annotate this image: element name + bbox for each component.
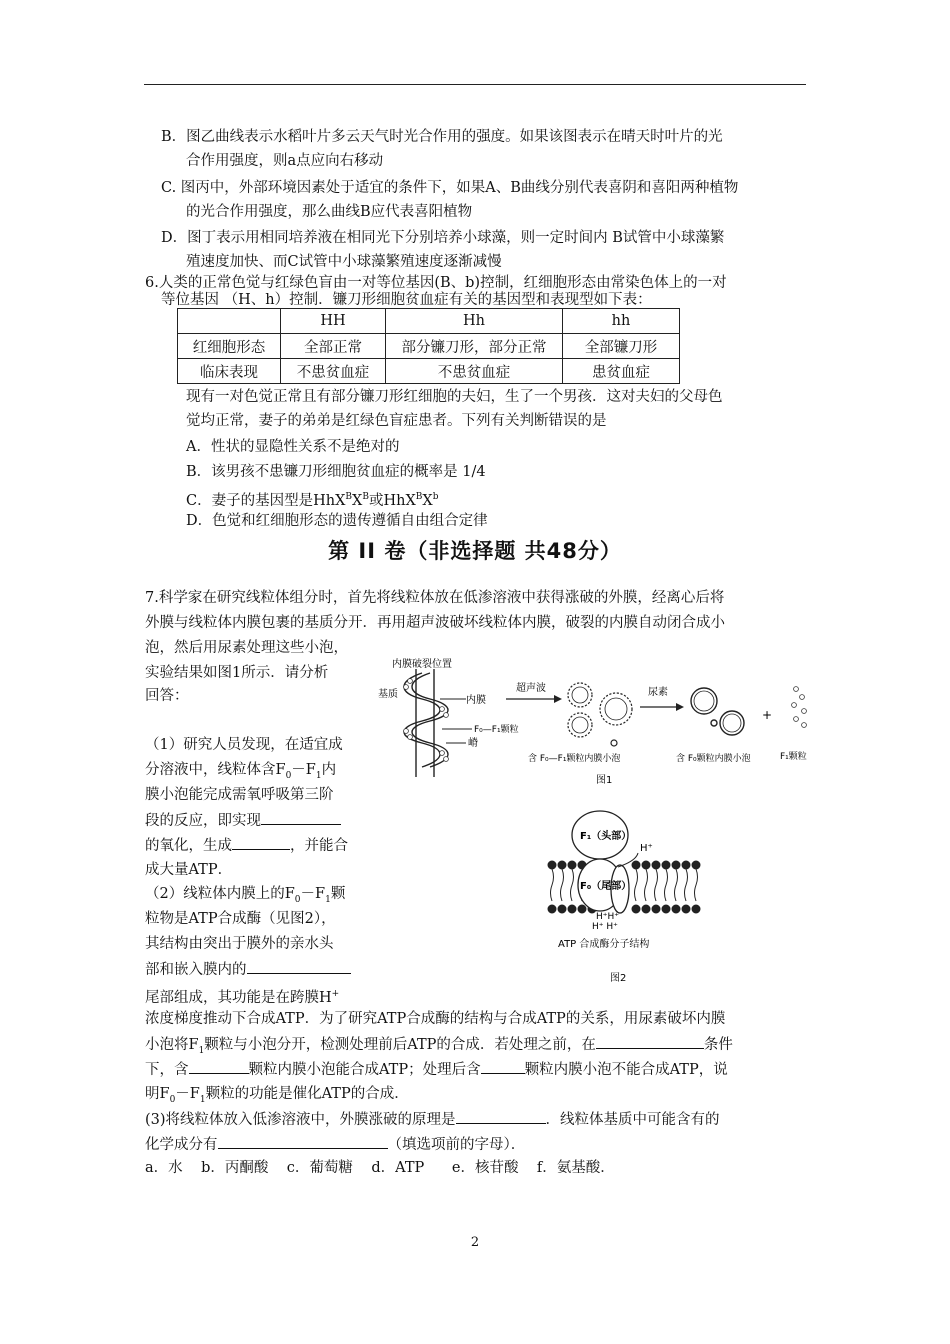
vesicles-f0f1 [568,683,632,746]
genotype-table [177,308,680,384]
q6-option-d: D．色觉和红细胞形态的遗传遵循自由组合定律 [186,513,488,529]
q7-p1-line2: 分溶液中，线粒体含$F_0-F_1$内 [145,762,337,781]
q6-text-line1: 现有一对色觉正常且有部分镰刀形红细胞的夫妇，生了一个男孩．这对夫妇的父母色 [186,389,723,405]
table-cell: hh [563,309,680,334]
q5-option-d-line2: 殖速度加快、而C试管中小球藻繁殖速度逐渐减慢 [186,254,502,270]
fig1-title: 图1 [596,775,613,786]
table-row [178,334,680,359]
q5-option-c-line1: C. 图丙中，外部环境因素处于适宜的条件下，如果A、B曲线分别代表喜阴和喜阳两种植物 [161,180,739,196]
table-cell: 全部正常 [281,334,386,359]
q7-intro-line1: 7.科学家在研究线粒体组分时，首先将线粒体放在低渗溶液中获得涨破的外膜，经离心后将 [145,590,725,606]
fig2-label-head: F₁（头部） [580,831,632,842]
q7-p1-line3: 膜小泡能完成需氧呼吸第三阶 [145,787,334,803]
q7-p2-line4: 部和嵌入膜内的 [145,959,351,980]
q7-intro-line5: 回答： [145,688,189,704]
q6-text-line2: 觉均正常，妻子的弟弟是红绿色盲症患者。下列有关判断错误的是 [186,413,607,429]
answer-blank[interactable] [456,1109,546,1124]
q6-option-c: C．妻子的基因型是$HhX^BX^B$或$HhX^BX^b$ [186,492,439,509]
table-cell: 红细胞形态 [178,334,281,359]
fig2-title: 图2 [610,973,627,984]
fig2-label-h-mid: H⁺H⁺ [596,912,620,922]
fig2-label-h-bottom: H⁺ H⁺ [592,922,618,932]
table-cell: 不患贫血症 [386,359,563,384]
table-cell: 全部镰刀形 [563,334,680,359]
table-cell: HH [281,309,386,334]
f1-particles [792,687,807,728]
q7-p3-line1: (3)将线粒体放入低渗溶液中，外膜涨破的原理是 ．线粒体基质中可能含有的 [145,1109,720,1130]
q7-p2-line2: 粒物是ATP合成酶（见图2）， [145,911,336,927]
q7-intro-line3: 泡，然后用尿素处理这些小泡， [145,640,348,656]
table-cell: 不患贫血症 [281,359,386,384]
vesicles-f0 [691,688,744,735]
q7-p2-line7: 小泡将$F_1$颗粒与小泡分开，检测处理前后ATP的合成．若处理之前，在 条件 [145,1034,733,1061]
answer-blank[interactable] [247,959,351,974]
answer-blank[interactable] [232,835,290,850]
q7-p1-line5: 的氧化，生成 ，并能合 [145,835,348,856]
q7-p1-line1: （1）研究人员发现，在适宜成 [145,737,343,753]
fig1-label-break: 内膜破裂位置 [392,659,452,670]
fig1-label-ultrasound: 超声波 [516,683,546,694]
q5-option-b-line1: B．图乙曲线表示水稻叶片多云天气时光合作用的强度。如果该图表示在晴天时叶片的光 [161,129,723,145]
q5-option-d-line1: D．图丁表示用相同培养液在相同光下分别培养小球藻，则一定时间内 B试管中小球藻繁 [161,230,725,246]
arrow-head [554,695,562,703]
table-cell: Hh [386,309,563,334]
q7-p2-line3: 其结构由突出于膜外的亲水头 [145,936,334,952]
fig2-caption: ATP 合成酶分子结构 [558,939,650,950]
q6-stem-line2: 等位基因 （H、h）控制．镰刀形细胞贫血症有关的基因型和表现型如下表： [161,292,652,308]
fig1-label-urea: 尿素 [648,687,668,698]
q7-p2-line1: （2）线粒体内膜上的$F_0-F_1$颗 [145,886,346,905]
q6-option-a: A．性状的显隐性关系不是绝对的 [186,439,400,455]
q5-option-c-line2: 的光合作用强度，那么曲线B应代表喜阳植物 [186,204,473,220]
q7-intro-line4: 实验结果如图1所示．请分析 [145,665,329,681]
q7-p3-choices: a．水 b．丙酮酸 c．葡萄糖 d．ATP e．核苷酸 f．氨基酸． [145,1160,615,1176]
q7-p2-line9: 明$F_0-F_1$颗粒的功能是催化ATP的合成． [145,1086,409,1105]
table-cell: 患贫血症 [563,359,680,384]
table-row [178,359,680,384]
q7-p2-line8: 下，含 颗粒内膜小泡能合成ATP；处理后含 颗粒内膜小泡不能合成ATP，说 [145,1059,728,1080]
q7-intro-line2: 外膜与线粒体内膜包裹的基质分开．再用超声波破坏线粒体内膜，破裂的内膜自动闭合成小 [145,615,725,631]
q7-p1-line6: 成大量ATP． [145,862,233,878]
answer-blank[interactable] [481,1059,525,1074]
fig1-caption-b: 含 F₀颗粒内膜小泡 [676,754,751,764]
fig1-label-ridge: 嵴 [468,738,478,749]
q6-stem-line1: 6.人类的正常色觉与红绿色盲由一对等位基因(B、b)控制，红细胞形态由常染色体上的一对 [145,275,727,291]
fig2-label-h-top: H⁺ [640,843,653,854]
answer-blank[interactable] [189,1059,249,1074]
fig1-plus: + [762,708,773,722]
table-cell: 部分镰刀形，部分正常 [386,334,563,359]
answer-blank[interactable] [261,810,341,825]
q7-p2-line6: 浓度梯度推动下合成ATP．为了研究ATP合成酶的结构与合成ATP的关系，用尿素破坏内膜 [145,1011,726,1027]
answer-blank[interactable] [218,1134,388,1149]
mitochondrion-inner-membrane [404,669,448,777]
answer-blank[interactable] [596,1034,704,1049]
q7-p2-line5: 尾部组成，其功能是在跨膜H+ [145,989,340,1006]
q6-option-b: B．该男孩不患镰刀形细胞贫血症的概率是 1/4 [186,464,486,480]
header-rule [144,84,806,85]
fig1-label-matrix: 基质 [378,689,398,700]
fig1-caption-a: 含 F₀—F₁颗粒内膜小泡 [528,754,621,764]
section-title: 第 II 卷（非选择题 共48分） [328,539,622,563]
figure-1 [376,655,816,790]
figure-2 [540,805,720,990]
fig1-label-inner: 内膜 [466,695,486,706]
fig2-label-tail: F₀（尾部） [580,881,632,892]
table-header-row [178,309,680,334]
page-number: 2 [470,1235,480,1250]
table-cell: 临床表现 [178,359,281,384]
arrow-head [676,703,684,711]
q7-p3-line2: 化学成分有 （填选项前的字母）． [145,1134,525,1155]
table-cell [178,309,281,334]
q7-p1-line4: 段的反应，即实现 [145,810,341,831]
fig1-caption-c: F₁颗粒 [780,752,807,762]
q5-option-b-line2: 合作用强度，则a点应向右移动 [186,153,384,169]
fig1-label-particle: F₀—F₁颗粒 [474,725,519,735]
